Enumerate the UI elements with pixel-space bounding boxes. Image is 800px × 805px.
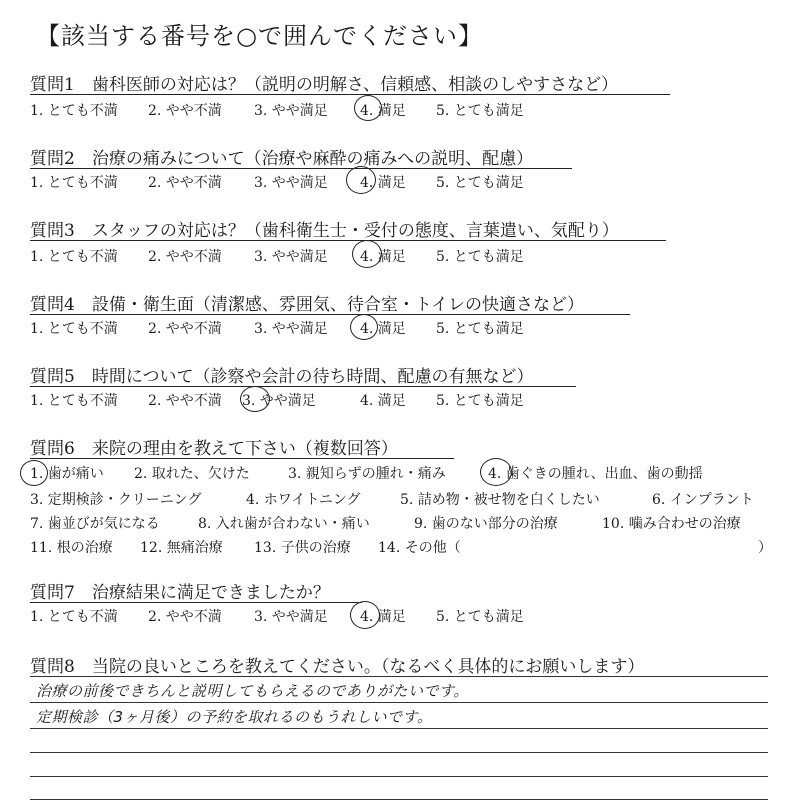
answer-line-rule-5	[30, 776, 768, 777]
q5-option-1[interactable]: 1. とても不満	[30, 393, 118, 409]
q2-option-2[interactable]: 2. やや不満	[148, 175, 222, 191]
question-1-underline	[30, 94, 670, 95]
q3-option-3[interactable]: 3. やや満足	[254, 249, 328, 265]
question-4-title: 質問4 設備・衛生面（清潔感、雰囲気、待合室・トイレの快適さなど）	[30, 295, 584, 315]
answer-line-rule-3	[30, 728, 768, 729]
q6-option-1[interactable]: 1. 歯が痛い	[30, 466, 104, 482]
q1-selection-circle	[354, 95, 382, 121]
q6-option-10[interactable]: 10. 噛み合わせの治療	[602, 516, 741, 532]
q1-option-4[interactable]: 4. 満足	[360, 103, 406, 119]
question-3-title: 質問3 スタッフの対応は？（歯科衛生士・受付の態度、言葉遣い、気配り）	[30, 221, 619, 241]
q2-option-5[interactable]: 5. とても満足	[436, 175, 524, 191]
q3-option-1[interactable]: 1. とても不満	[30, 249, 118, 265]
q7-option-3[interactable]: 3. やや満足	[254, 609, 328, 625]
q6-option-2[interactable]: 2. 取れた、欠けた	[134, 466, 250, 482]
q7-option-1[interactable]: 1. とても不満	[30, 609, 118, 625]
question-6-row-4	[30, 537, 770, 557]
q4-option-2[interactable]: 2. やや不満	[148, 321, 222, 337]
handwritten-answer-line-1: 治療の前後できちんと説明してもらえるのでありがたいです。	[36, 682, 469, 700]
q6-option-white-fillings[interactable]: 5. 詰め物・被せ物を白くしたい	[400, 492, 600, 508]
q6-selection-circle-1	[20, 460, 48, 486]
q1-option-3[interactable]: 3. やや満足	[254, 103, 328, 119]
q5-selection-circle	[240, 386, 270, 412]
question-7-underline	[30, 602, 362, 603]
question-2-underline	[30, 168, 572, 169]
q2-option-4[interactable]: 4. 満足	[360, 175, 406, 191]
q7-selection-circle	[350, 601, 380, 629]
question-6-title: 質問6 来院の理由を教えて下さい（複数回答）	[30, 439, 398, 459]
q6-selection-circle-4	[480, 458, 512, 486]
handwritten-answer-line-2: 定期検診（3ヶ月後）の予約を取れるのもうれしいです。	[36, 708, 433, 726]
answer-line-rule-1	[30, 676, 768, 677]
q3-selection-circle	[352, 240, 382, 268]
question-3-options	[30, 246, 524, 266]
answer-line-rule-4	[30, 752, 768, 753]
question-4-underline	[30, 314, 630, 315]
q1-option-1[interactable]: 1. とても不満	[30, 103, 118, 119]
question-5-options	[30, 390, 524, 410]
q6-option-7[interactable]: 7. 歯並びが気になる	[30, 516, 160, 532]
q6-option-8[interactable]: 8. 入れ歯が合わない・痛い	[198, 516, 370, 532]
q4-option-4[interactable]: 4. 満足	[360, 321, 406, 337]
answer-line-rule-2	[30, 702, 768, 703]
q6-option-11[interactable]: 11. 根の治療	[30, 540, 113, 556]
q6-option-whitening[interactable]: 4. ホワイトニング	[246, 492, 361, 508]
q6-option-9[interactable]: 9. 歯のない部分の治療	[414, 516, 558, 532]
question-6-row-2	[30, 489, 754, 509]
answer-line-rule-6	[30, 799, 768, 800]
q5-option-2[interactable]: 2. やや不満	[148, 393, 222, 409]
q4-option-3[interactable]: 3. やや満足	[254, 321, 328, 337]
q7-option-4[interactable]: 4. 満足	[360, 609, 406, 625]
q5-option-5[interactable]: 5. とても満足	[436, 393, 524, 409]
q6-option-implant[interactable]: 6. インプラント	[652, 492, 754, 508]
q6-option-4[interactable]: 4. 歯ぐきの腫れ、出血、歯の動揺	[488, 466, 703, 482]
q6-option-3[interactable]: 3. 親知らずの腫れ・痛み	[288, 466, 446, 482]
q6-option-13[interactable]: 13. 子供の治療	[254, 540, 351, 556]
q6-option-12[interactable]: 12. 無痛治療	[140, 540, 223, 556]
q4-selection-circle	[350, 314, 378, 340]
q3-option-2[interactable]: 2. やや不満	[148, 249, 222, 265]
question-6-row-3	[30, 513, 741, 533]
q3-option-4[interactable]: 4. 満足	[360, 249, 406, 265]
q3-option-5[interactable]: 5. とても満足	[436, 249, 524, 265]
question-6-underline	[30, 458, 454, 459]
question-3-underline	[30, 240, 666, 241]
question-7-title: 質問7 治療結果に満足できましたか？	[30, 583, 330, 603]
page-title: 【該当する番号を○で囲んでください】	[36, 22, 483, 50]
q2-selection-circle	[346, 166, 376, 194]
question-6-row-1	[30, 463, 703, 483]
q2-option-1[interactable]: 1. とても不満	[30, 175, 118, 191]
question-4-options	[30, 318, 524, 338]
question-5-underline	[30, 386, 576, 387]
q6-option-14[interactable]: 14. その他（	[378, 540, 461, 556]
q7-option-2[interactable]: 2. やや不満	[148, 609, 222, 625]
q1-option-2[interactable]: 2. やや不満	[148, 103, 222, 119]
question-1-options	[30, 100, 524, 120]
q1-option-5[interactable]: 5. とても満足	[436, 103, 524, 119]
q7-option-5[interactable]: 5. とても満足	[436, 609, 524, 625]
question-1-title: 質問1 歯科医師の対応は？（説明の明解さ、信頼感、相談のしやすさなど）	[30, 75, 619, 95]
q4-option-5[interactable]: 5. とても満足	[436, 321, 524, 337]
question-7-options	[30, 606, 524, 626]
question-8-title: 質問8 当院の良いところを教えてください。（なるべく具体的にお願いします）	[30, 657, 645, 677]
q2-option-3[interactable]: 3. やや満足	[254, 175, 328, 191]
question-2-title: 質問2 治療の痛みについて（治療や麻酔の痛みへの説明、配慮）	[30, 149, 534, 169]
q5-option-3[interactable]: 3. やや満足	[242, 393, 316, 409]
q6-option-checkup[interactable]: 3. 定期検診・クリーニング	[30, 492, 202, 508]
question-5-title: 質問5 時間について（診察や会計の待ち時間、配慮の有無など）	[30, 367, 534, 387]
q6-other-close-paren: ）	[758, 540, 772, 556]
question-2-options	[30, 172, 524, 192]
q4-option-1[interactable]: 1. とても不満	[30, 321, 118, 337]
q5-option-4[interactable]: 4. 満足	[360, 393, 406, 409]
